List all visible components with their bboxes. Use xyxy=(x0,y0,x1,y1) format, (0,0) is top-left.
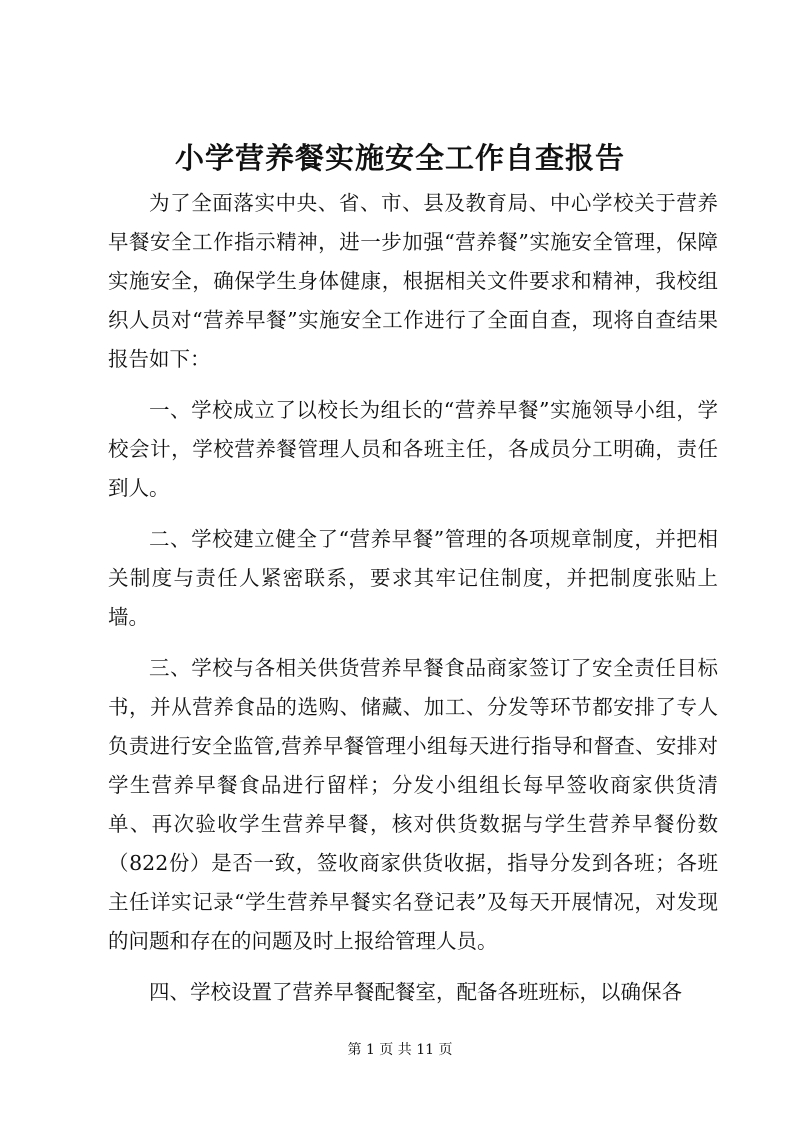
paragraph-intro: 为了全面落实中央、省、市、县及教育局、中心学校关于营养早餐安全工作指示精神，进一步加强“营养餐”实施安全管理，保障实施安全，确保学生身体健康，根据相关文件要求和精神，我校组织人员对“营养早餐”实施安全工作进行了全面自查，现将自查结果报告如下： xyxy=(108,191,718,371)
paragraph-item-2: 二、学校建立健全了“营养早餐”管理的各项规章制度，并把相关制度与责任人紧密联系，要求其牢记住制度，并把制度张贴上墙。 xyxy=(108,527,718,629)
document-body xyxy=(108,184,718,1024)
paragraph-item-4: 四、学校设置了营养早餐配餐室，配备各班班标，以确保各 xyxy=(149,980,682,1004)
document-title: 小学营养餐实施安全工作自查报告 xyxy=(174,141,625,175)
page-footer: 第 1 页 共 11 页 xyxy=(347,1042,453,1058)
paragraph-item-1: 一、学校成立了以校长为组长的“营养早餐”实施领导小组，学校会计，学校营养餐管理人员和各班主任，各成员分工明确，责任到人。 xyxy=(108,398,718,500)
paragraph-item-3: 三、学校与各相关供货营养早餐食品商家签订了安全责任目标书，并从营养食品的选购、储藏、加工、分发等环节都安排了专人负责进行安全监管,营养早餐管理小组每天进行指导和督查、安排对学生营养早餐食品进行留样；分发小组组长每早签收商家供货清单、再次验收学生营养早餐，核对供货数据与学生营养早餐份数（822份）是否一致，签收商家供货收据，指导分发到各班；各班主任详实记录“学生营养早餐实名登记表”及每天开展情况，对发现的问题和存在的问题及时上报给管理人员。 xyxy=(108,656,718,953)
